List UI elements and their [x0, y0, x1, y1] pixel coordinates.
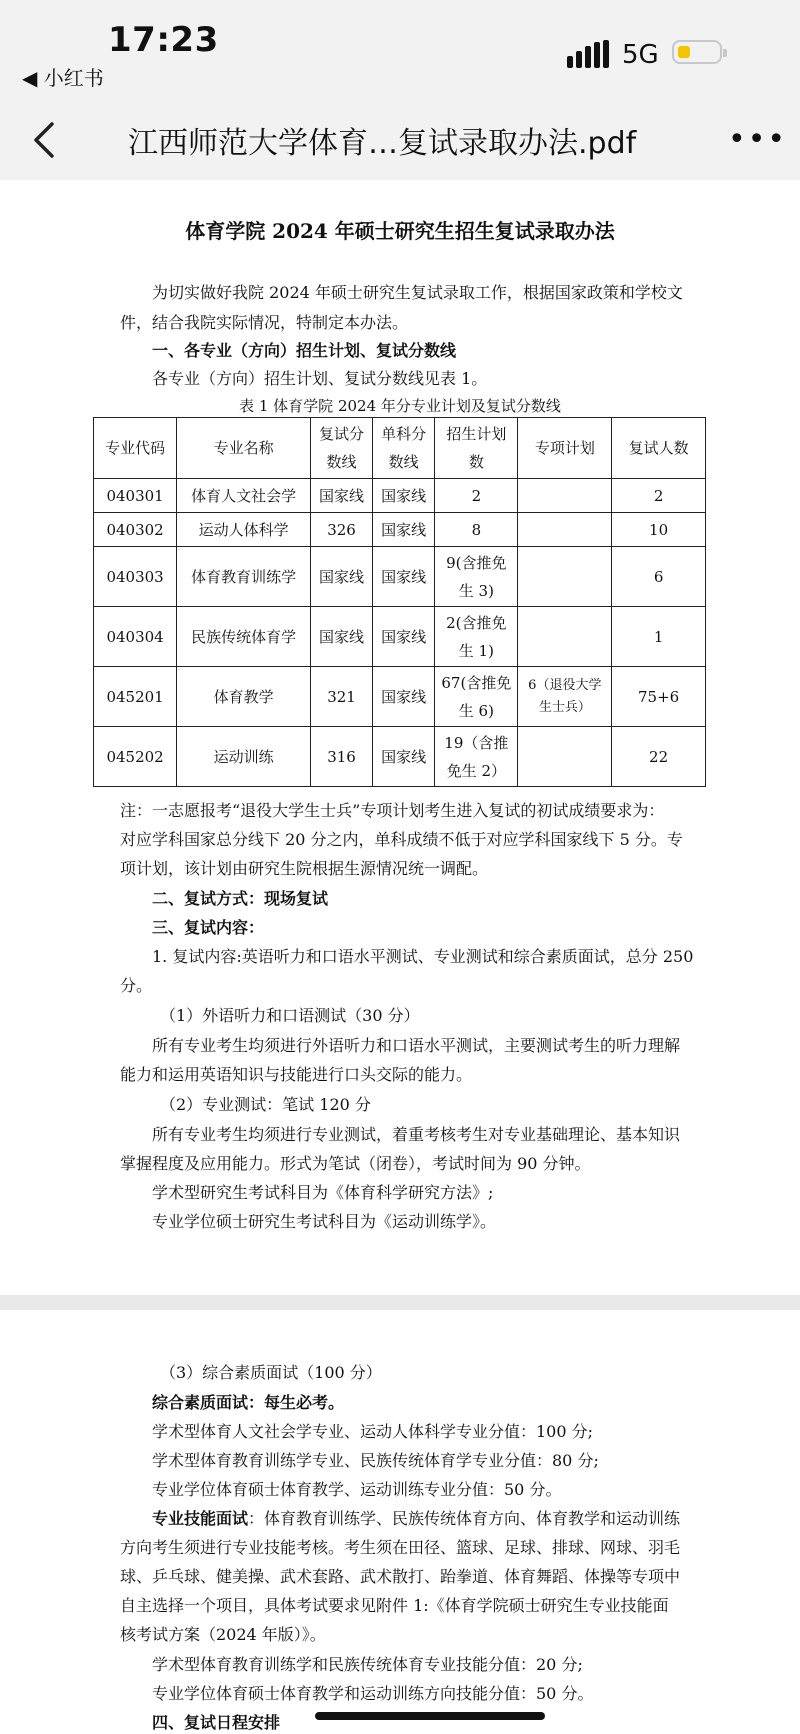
intro-line: 件，结合我院实际情况，特制定本办法。 — [120, 313, 409, 332]
table-caption: 表 1 体育学院 2024 年分专业计划及复试分数线 — [239, 397, 561, 415]
intro-line: 为切实做好我院 2024 年硕士研究生复试录取工作，根据国家政策和学校文 — [152, 283, 683, 302]
table-cell — [518, 479, 612, 513]
table-cell: 国家线 — [373, 727, 435, 787]
table-cell: 6（退役大学生士兵） — [518, 667, 612, 727]
content-line: 专业学位体育硕士体育教学、运动训练专业分值：50 分。 — [152, 1480, 562, 1499]
table-row — [94, 547, 706, 607]
content-line — [152, 1506, 680, 1529]
table-cell: 316 — [310, 727, 372, 787]
table-cell: 6 — [612, 547, 706, 607]
table-cell: 国家线 — [373, 607, 435, 667]
back-arrow-icon[interactable] — [26, 118, 66, 162]
table-cell: 2 — [435, 479, 518, 513]
pdf-page-1 — [0, 180, 800, 1295]
table-cell: 040303 — [94, 547, 177, 607]
column-header: 单科分数线 — [373, 418, 435, 479]
battery-icon — [672, 40, 722, 64]
content-line: 所有专业考生均须进行外语听力和口语水平测试，主要测试考生的听力理解 — [152, 1036, 681, 1055]
section-heading: 四、复试日程安排 — [152, 1713, 281, 1732]
content-line: 所有专业考生均须进行专业测试，着重考核考生对专业基础理论、基本知识 — [152, 1125, 681, 1144]
table-row — [94, 513, 706, 547]
content-line: 方向考生须进行专业技能考核。考生须在田径、篮球、足球、排球、网球、羽毛 — [120, 1538, 681, 1557]
section-text: 各专业（方向）招生计划、复试分数线见表 1。 — [152, 369, 488, 388]
table-cell: 040304 — [94, 607, 177, 667]
table-cell: 运动训练 — [177, 727, 311, 787]
status-time: 17:23 — [108, 20, 219, 60]
table-cell: 045202 — [94, 727, 177, 787]
subsection-heading: （3）综合素质面试（100 分） — [160, 1363, 382, 1382]
table-cell: 国家线 — [310, 479, 372, 513]
content-line: 学术型研究生考试科目为《体育科学研究方法》; — [152, 1183, 494, 1202]
section-heading: 三、复试内容： — [152, 918, 265, 937]
note-line: 对应学科国家总分线下 20 分之内，单科成绩不低于对应学科国家线下 5 分。专 — [120, 830, 683, 849]
content-line: 专业学位硕士研究生考试科目为《运动训练学》。 — [152, 1212, 497, 1231]
table-cell: 国家线 — [373, 547, 435, 607]
table-cell — [518, 513, 612, 547]
signal-strength-icon — [567, 40, 611, 68]
content-line: 分。 — [120, 976, 153, 995]
table-row — [94, 479, 706, 513]
table-cell: 国家线 — [373, 513, 435, 547]
table-cell: 67(含推免生 6) — [435, 667, 518, 727]
home-indicator[interactable] — [315, 1712, 545, 1720]
table-cell — [518, 727, 612, 787]
content-line: 学术型体育教育训练学专业、民族传统体育学专业分值：80 分; — [152, 1451, 599, 1470]
table-cell: 国家线 — [373, 479, 435, 513]
table-row — [94, 607, 706, 667]
section-heading: 二、复试方式：现场复试 — [152, 889, 329, 908]
content-line: 专业学位体育硕士体育教学和运动训练方向技能分值：50 分。 — [152, 1684, 594, 1703]
table-cell: 体育教育训练学 — [177, 547, 311, 607]
content-line: 掌握程度及应用能力。形式为笔试（闭卷），考试时间为 90 分钟。 — [120, 1154, 591, 1173]
document-title: 江西师范大学体育…复试录取办法.pdf — [128, 126, 637, 161]
quota-table — [93, 417, 706, 787]
table-cell: 国家线 — [310, 607, 372, 667]
table-cell: 运动人体科学 — [177, 513, 311, 547]
document-header — [0, 100, 800, 180]
table-cell: 75+6 — [612, 667, 706, 727]
back-to-app-link[interactable]: ◀ 小红书 — [22, 66, 104, 90]
column-header: 招生计划数 — [435, 418, 518, 479]
network-type: 5G — [622, 40, 659, 70]
table-header-row — [94, 418, 706, 479]
table-cell: 体育人文社会学 — [177, 479, 311, 513]
column-header: 复试人数 — [612, 418, 706, 479]
column-header: 专业名称 — [177, 418, 311, 479]
table-cell: 9(含推免生 3) — [435, 547, 518, 607]
section-heading: 一、各专业（方向）招生计划、复试分数线 — [152, 341, 457, 360]
content-line: 能力和运用英语知识与技能进行口头交际的能力。 — [120, 1065, 473, 1084]
note-line: 项计划，该计划由研究生院根据生源情况统一调配。 — [120, 859, 489, 878]
table-cell: 045201 — [94, 667, 177, 727]
content-line: 学术型体育教育训练学和民族传统体育专业技能分值：20 分; — [152, 1655, 583, 1674]
table-cell: 1 — [612, 607, 706, 667]
pdf-heading: 体育学院 2024 年硕士研究生招生复试录取办法 — [185, 219, 615, 243]
table-cell: 321 — [310, 667, 372, 727]
subsection-heading: 综合素质面试：每生必考。 — [152, 1393, 345, 1412]
column-header: 专项计划 — [518, 418, 612, 479]
content-line: 学术型体育人文社会学专业、运动人体科学专业分值：100 分; — [152, 1422, 594, 1441]
table-cell: 326 — [310, 513, 372, 547]
table-cell: 民族传统体育学 — [177, 607, 311, 667]
table-cell: 国家线 — [373, 667, 435, 727]
pdf-page-2 — [0, 1310, 800, 1734]
column-header: 复试分数线 — [310, 418, 372, 479]
table-cell: 2 — [612, 479, 706, 513]
table-row — [94, 727, 706, 787]
table-cell: 22 — [612, 727, 706, 787]
subsection-heading: （1）外语听力和口语测试（30 分） — [160, 1006, 420, 1025]
status-bar — [0, 0, 800, 100]
table-cell: 体育教学 — [177, 667, 311, 727]
content-line: 自主选择一个项目，具体考试要求见附件 1:《体育学院硕士研究生专业技能面 — [120, 1596, 669, 1615]
table-cell: 10 — [612, 513, 706, 547]
note-line: 注：一志愿报考“退役大学生士兵”专项计划考生进入复试的初试成绩要求为： — [120, 801, 665, 820]
skill-text: ：体育教育训练学、民族传统体育方向、体育教学和运动训练 — [248, 1509, 681, 1528]
table-cell: 2(含推免生 1) — [435, 607, 518, 667]
content-line: 1. 复试内容:英语听力和口语水平测试、专业测试和综合素质面试，总分 250 — [152, 947, 694, 966]
table-cell: 19（含推免生 2） — [435, 727, 518, 787]
subsection-heading: （2）专业测试：笔试 120 分 — [160, 1095, 371, 1114]
content-line: 球、乒乓球、健美操、武术套路、武术散打、跆拳道、体育舞蹈、体操等专项中 — [120, 1567, 681, 1586]
column-header: 专业代码 — [94, 418, 177, 479]
table-cell: 040301 — [94, 479, 177, 513]
skill-label: 专业技能面试 — [152, 1509, 249, 1528]
table-row — [94, 667, 706, 727]
table-cell: 8 — [435, 513, 518, 547]
table-cell: 040302 — [94, 513, 177, 547]
content-line: 核考试方案（2024 年版）》。 — [120, 1625, 326, 1644]
table-cell — [518, 547, 612, 607]
more-options-icon[interactable]: ••• — [728, 122, 788, 157]
table-cell: 国家线 — [310, 547, 372, 607]
table-cell — [518, 607, 612, 667]
